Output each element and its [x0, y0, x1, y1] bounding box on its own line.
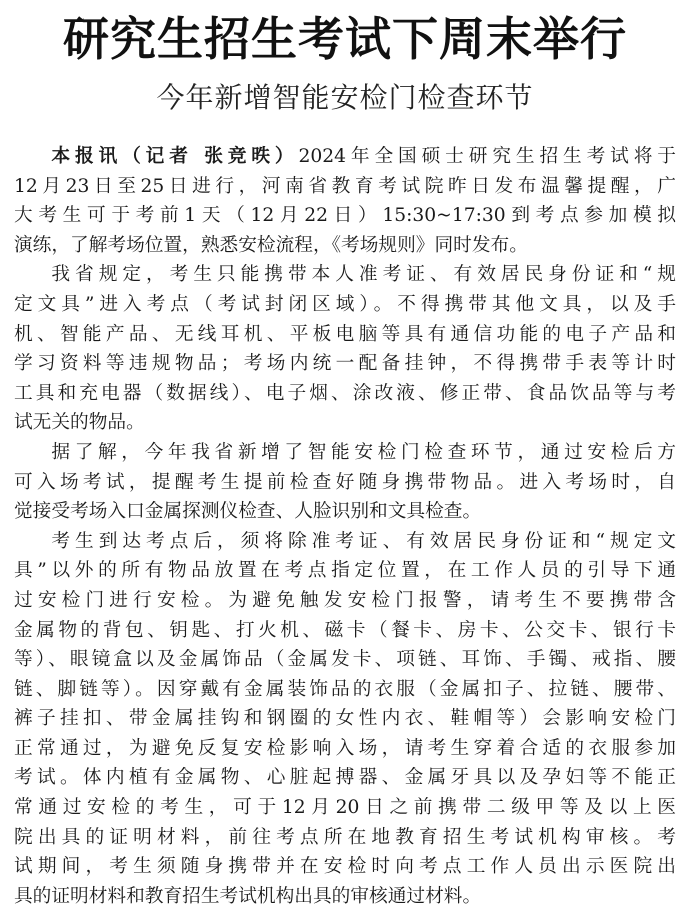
paragraph-2-line-3: 机、智能产品、无线耳机、平板电脑等具有通信功能的电子产品和: [14, 323, 676, 345]
paragraph-4-line-7: 裤子挂扣、带金属挂钩和钢圈的女性内衣、鞋帽等）会影响安检门: [14, 708, 676, 730]
paragraph-4-line-3: 过安检门进行安检。为避免触发安检门报警，请考生不要携带含: [14, 589, 676, 611]
paragraph-2-line-1: 我省规定，考生只能携带本人准考证、有效居民身份证和“规: [51, 264, 676, 286]
paragraph-2-line-6: 试无关的物品。: [14, 412, 145, 434]
paragraph-4-line-9: 考试。体内植有金属物、心脏起搏器、金属牙具以及孕妇等不能正: [14, 767, 676, 789]
paragraph-4-line-13: 具的证明材料和教育招生考试机构出具的审核通过材料。: [14, 885, 482, 907]
paragraph-1-text-1: 2024年全国硕士研究生招生考试将于: [298, 146, 676, 167]
paragraph-1-line-1: [14, 142, 676, 172]
paragraph-4-line-10: 常通过安检的考生，可于12月20日之前携带二级甲等及以上医: [14, 797, 676, 819]
paragraph-1-line-3: 大考生可于考前1天（12月22日）15:30~17:30到考点参加模拟: [14, 205, 676, 227]
paragraph-2-line-4: 学习资料等违规物品；考场内统一配备挂钟，不得携带手表等计时: [14, 353, 676, 375]
paragraph-3-line-1: 据了解，今年我省新增了智能安检门检查环节，通过安检后方: [51, 441, 676, 463]
paragraph-4-line-5: 等）、眼镜盒以及金属饰品（金属发卡、项链、耳饰、手镯、戒指、腰: [14, 649, 676, 671]
paragraph-4-line-4: 金属物的背包、钥匙、打火机、磁卡（餐卡、房卡、公交卡、银行卡: [14, 619, 676, 641]
article-body: [14, 142, 676, 911]
paragraph-3-line-2: 可入场考试，提醒考生提前检查好随身携带物品。进入考场时，自: [14, 471, 676, 493]
headline: 研究生招生考试下周末举行: [63, 12, 627, 66]
subheadline: 今年新增智能安检门检查环节: [156, 81, 534, 114]
paragraph-4-line-2: 具”以外的所有物品放置在考点指定位置，在工作人员的引导下通: [14, 560, 676, 582]
paragraph-1-line-2: 12月23日至25日进行，河南省教育考试院昨日发布温馨提醒，广: [14, 175, 676, 197]
paragraph-4-line-6: 链、脚链等）。因穿戴有金属装饰品的衣服（金属扣子、拉链、腰带、: [14, 678, 676, 700]
paragraph-4-line-8: 正常通过，为避免反复安检影响入场，请考生穿着合适的衣服参加: [14, 737, 676, 759]
paragraph-4-line-11: 院出具的证明材料，前往考点所在地教育招生考试机构审核。考: [14, 826, 676, 848]
byline: 本报讯（记者 张竞昳）: [51, 146, 299, 167]
paragraph-2-line-2: 定文具”进入考点（考试封闭区域）。不得携带其他文具，以及手: [14, 293, 676, 315]
paragraph-4-line-12: 试期间，考生须随身携带并在安检时向考点工作人员出示医院出: [14, 856, 676, 878]
paragraph-1-line-4: 演练，了解考场位置，熟悉安检流程，《考场规则》同时发布。: [14, 234, 528, 256]
paragraph-2-line-5: 工具和充电器（数据线）、电子烟、涂改液、修正带、食品饮品等与考: [14, 382, 676, 404]
paragraph-3-line-3: 觉接受考场入口金属探测仪检查、人脸识别和文具检查。: [14, 501, 482, 523]
paragraph-4-line-1: 考生到达考点后，须将除准考证、有效居民身份证和“规定文: [51, 530, 676, 552]
